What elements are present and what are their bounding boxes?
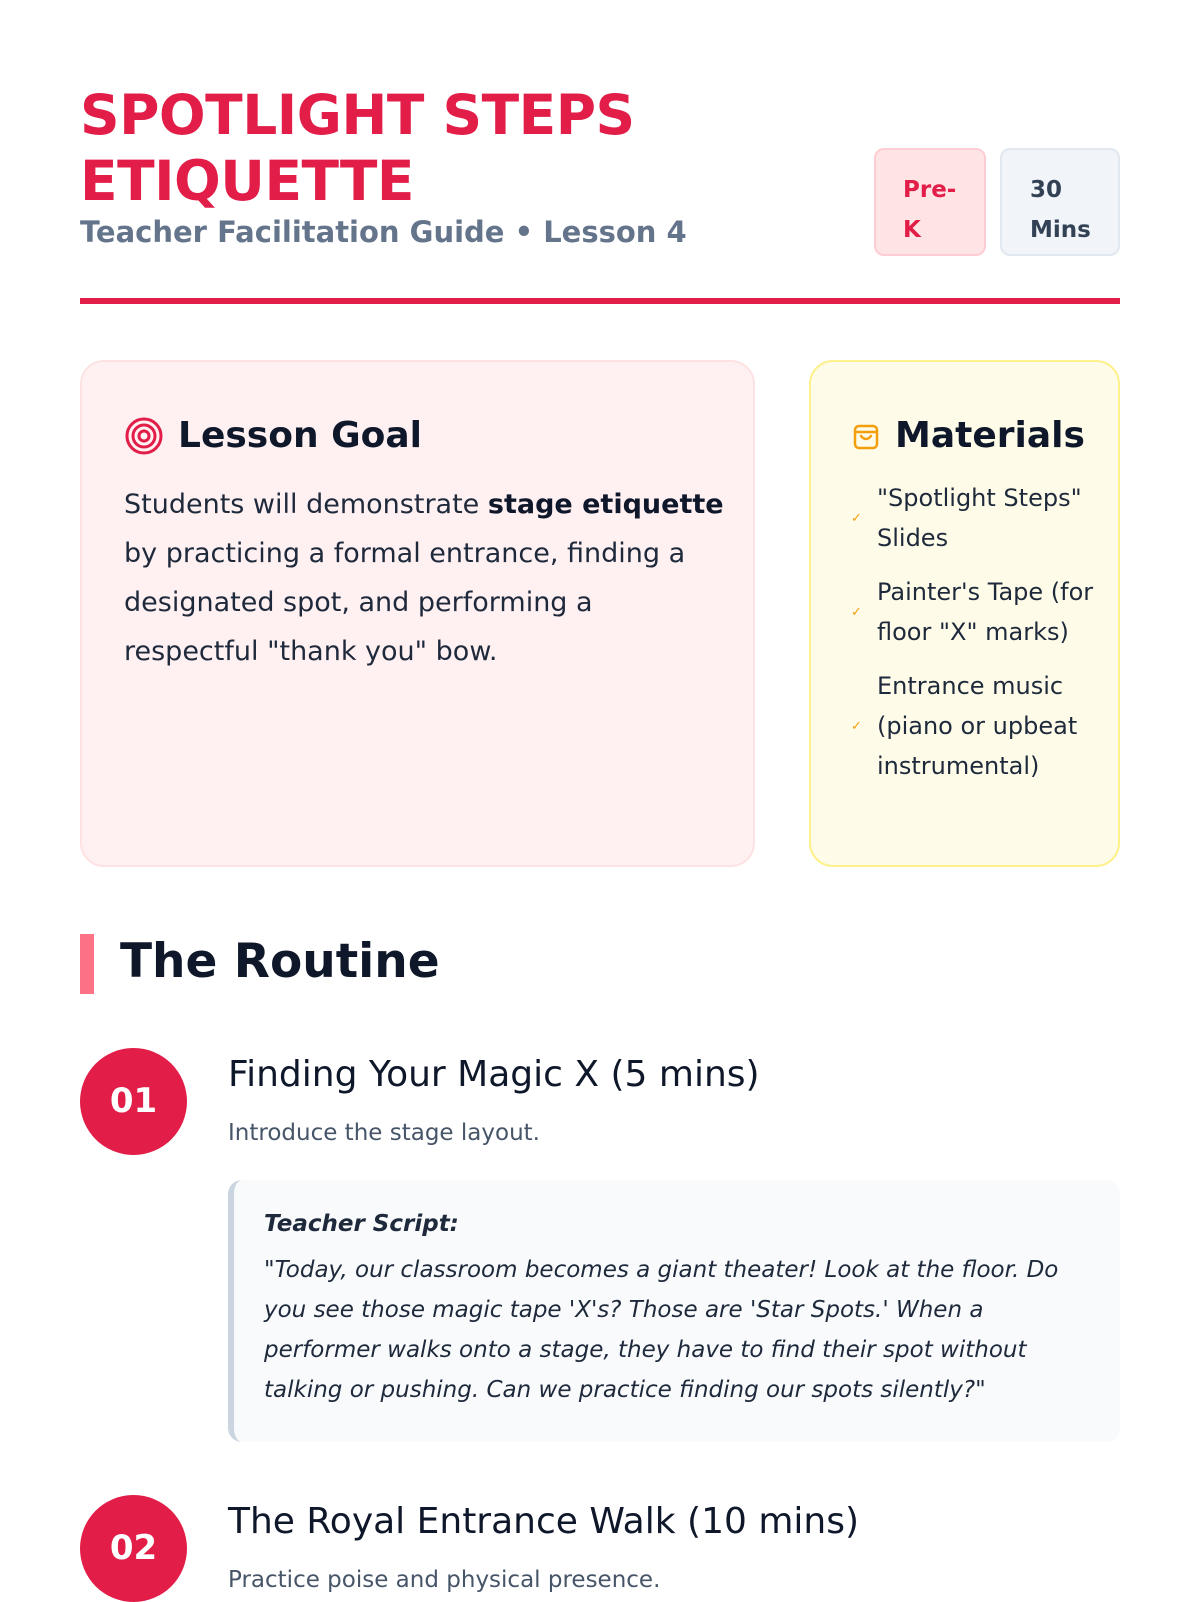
materials-title: Materials [895, 415, 1085, 456]
material-label: Entrance music (piano or upbeat instrumental) [877, 672, 1078, 780]
check-icon: ✓ [851, 718, 862, 734]
material-item [851, 666, 1101, 786]
goal-text-start: Students will demonstrate [124, 489, 488, 520]
check-icon: ✓ [851, 604, 862, 620]
routine-accent-bar [80, 934, 94, 994]
page-subtitle: Teacher Facilitation Guide • Lesson 4 [80, 215, 687, 249]
materials-header [851, 414, 1085, 458]
step-title: The Royal Entrance Walk (10 mins) [228, 1501, 860, 1542]
step-number-badge: 01 [80, 1048, 187, 1155]
duration-badge: 30 Mins [1000, 148, 1120, 256]
goal-text-emphasis: stage etiquette [487, 489, 724, 520]
routine-heading: The Routine [120, 934, 440, 989]
teacher-script-text: "Today, our classroom becomes a giant theater! Look at the floor. Do you see those magic tape 'X's? Those are 'Star Spots.' When a performer walks onto a stage, they have to find their spot without talking or pushing. Can we practice finding our spots silently?" [264, 1257, 1059, 1403]
materials-card [809, 360, 1120, 867]
step-number-badge: 02 [80, 1495, 187, 1602]
page-header [80, 82, 1120, 282]
target-icon [124, 416, 164, 456]
step-description: Introduce the stage layout. [228, 1120, 540, 1146]
page-title: SPOTLIGHT STEPS ETIQUETTE [80, 83, 635, 213]
step-title: Finding Your Magic X (5 mins) [228, 1054, 760, 1095]
materials-list [851, 478, 1101, 800]
lesson-goal-header [124, 414, 422, 458]
lesson-goal-title: Lesson Goal [178, 415, 423, 456]
goal-text-end: by practicing a formal entrance, finding a designated spot, and performing a respectful "thank you" bow. [124, 538, 686, 667]
teacher-script-box [228, 1180, 1120, 1442]
bag-icon [851, 421, 881, 451]
teacher-script-label: Teacher Script: [264, 1211, 459, 1237]
grade-badge: Pre-K [874, 148, 986, 256]
material-label: "Spotlight Steps" Slides [877, 484, 1082, 552]
step-description: Practice poise and physical presence. [228, 1567, 661, 1593]
material-item [851, 478, 1101, 558]
material-item [851, 572, 1101, 652]
lesson-goal-text [124, 480, 724, 676]
material-label: Painter's Tape (for floor "X" marks) [877, 578, 1094, 646]
header-divider [80, 298, 1120, 304]
lesson-goal-card [80, 360, 755, 867]
lesson-page [80, 0, 1120, 1600]
check-icon: ✓ [851, 510, 862, 526]
